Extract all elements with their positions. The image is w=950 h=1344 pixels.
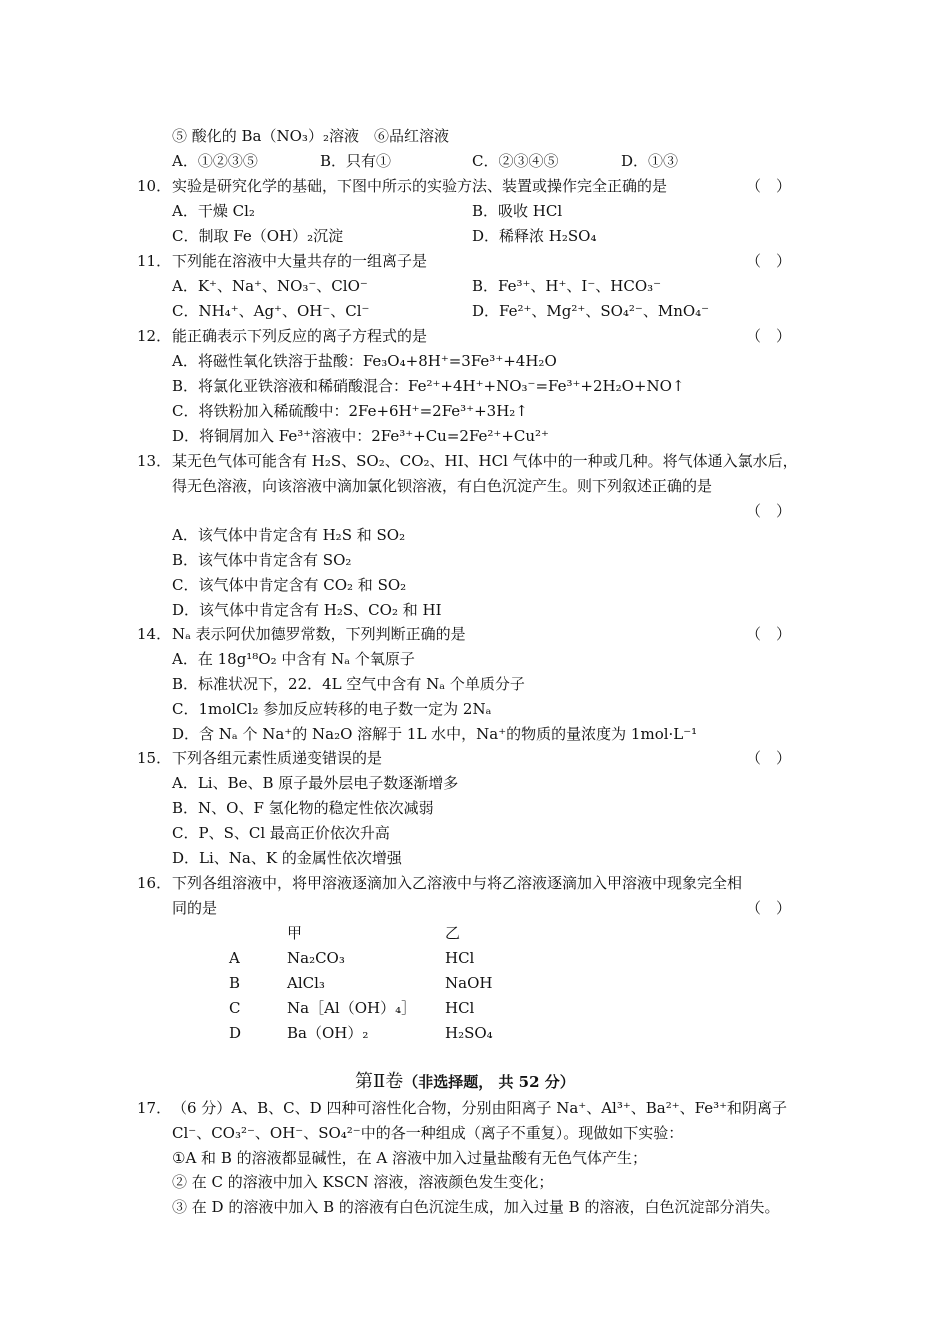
- q13-answer-bracket: （ ）: [746, 502, 792, 520]
- q15-option-d: D．Li、Na、K 的金属性依次增强: [172, 849, 402, 867]
- table-row-label: D: [229, 1024, 242, 1042]
- q9-choice-b: B．只有①: [320, 152, 392, 170]
- q15-option-a: A．Li、Be、B 原子最外层电子数逐渐增多: [172, 774, 459, 792]
- q11-option-c: C．NH₄⁺、Ag⁺、OH⁻、Cl⁻: [172, 302, 370, 320]
- q16-stem-line2: 同的是: [172, 899, 218, 917]
- q15-option-c: C．P、S、Cl 最高正价依次升高: [172, 824, 390, 842]
- q13-option-d: D．该气体中肯定含有 H₂S、CO₂ 和 HI: [172, 601, 442, 619]
- q13-option-b: B．该气体中肯定含有 SO₂: [172, 551, 352, 569]
- q17-line1: （6 分）A、B、C、D 四种可溶性化合物，分别由阳离子 Na⁺、Al³⁺、Ba²⁺、Fe³⁺和阴离子: [172, 1099, 788, 1117]
- table-cell-jia: AlCl₃: [287, 974, 325, 992]
- q12-option-c: C．将铁粉加入稀硫酸中：2Fe+6H⁺=2Fe³⁺+3H₂↑: [172, 402, 528, 420]
- q9-choice-c: C．②③④⑤: [472, 152, 559, 170]
- table-cell-yi: HCl: [445, 999, 475, 1017]
- table-cell-jia: Na₂CO₃: [287, 949, 345, 967]
- q17-line4: ② 在 C 的溶液中加入 KSCN 溶液，溶液颜色发生变化；: [172, 1173, 554, 1191]
- q13-stem: 某无色气体可能含有 H₂S、SO₂、CO₂、HI、HCl 气体中的一种或几种。将气体通入氯水后，: [172, 452, 798, 470]
- q9-choice-d: D．①③: [621, 152, 679, 170]
- q14-option-c: C．1molCl₂ 参加反应转移的电子数一定为 2Nₐ: [172, 700, 492, 718]
- q12-option-a: A．将磁性氧化铁溶于盐酸：Fe₃O₄+8H⁺=3Fe³⁺+4H₂O: [172, 352, 557, 370]
- q14-option-d: D．含 Nₐ 个 Na⁺的 Na₂O 溶解于 1L 水中，Na⁺的物质的量浓度为 1mol·L⁻¹: [172, 725, 698, 743]
- q17-line5: ③ 在 D 的溶液中加入 B 的溶液有白色沉淀生成，加入过量 B 的溶液，白色沉淀部分消失。: [172, 1198, 780, 1216]
- table-cell-yi: H₂SO₄: [445, 1024, 493, 1042]
- q9-option-line: ⑤ 酸化的 Ba（NO₃）₂溶液 ⑥品红溶液: [172, 127, 449, 145]
- table-row-label: A: [229, 949, 240, 967]
- q12-option-b: B．将氯化亚铁溶液和稀硝酸混合：Fe²⁺+4H⁺+NO₃⁻=Fe³⁺+2H₂O+NO↑: [172, 377, 685, 395]
- q10-number: 10．: [137, 177, 172, 195]
- q9-choice-a: A．①②③⑤: [172, 152, 258, 170]
- q12-option-d: D．将铜屑加入 Fe³⁺溶液中：2Fe³⁺+Cu=2Fe²⁺+Cu²⁺: [172, 427, 549, 445]
- q11-stem: 下列能在溶液中大量共存的一组离子是: [172, 252, 428, 270]
- table-row-label: B: [229, 974, 241, 992]
- q11-number: 11．: [137, 252, 172, 270]
- table-cell-yi: NaOH: [445, 974, 493, 992]
- q13-option-a: A．该气体中肯定含有 H₂S 和 SO₂: [172, 526, 406, 544]
- q14-answer-bracket: （ ）: [746, 625, 792, 643]
- q11-option-d: D．Fe²⁺、Mg²⁺、SO₄²⁻、MnO₄⁻: [472, 302, 710, 320]
- q10-option-c: C．制取 Fe（OH）₂沉淀: [172, 227, 344, 245]
- table-cell-jia: Ba（OH）₂: [287, 1024, 369, 1042]
- q11-option-b: B．Fe³⁺、H⁺、I⁻、HCO₃⁻: [472, 277, 662, 295]
- q15-number: 15．: [137, 749, 172, 767]
- q14-number: 14．: [137, 625, 172, 643]
- q17-number: 17．: [137, 1099, 172, 1117]
- q14-option-b: B．标准状况下，22．4L 空气中含有 Nₐ 个单质分子: [172, 675, 525, 693]
- q15-stem: 下列各组元素性质递变错误的是: [172, 749, 383, 767]
- q17-line2: Cl⁻、CO₃²⁻、OH⁻、SO₄²⁻中的各一种组成（离子不重复）。现做如下实验：: [172, 1124, 684, 1142]
- q11-answer-bracket: （ ）: [746, 252, 792, 270]
- q15-answer-bracket: （ ）: [746, 749, 792, 767]
- q10-answer-bracket: （ ）: [746, 177, 792, 195]
- q15-option-b: B．N、O、F 氢化物的稳定性依次减弱: [172, 799, 434, 817]
- q17-line3: ①A 和 B 的溶液都显碱性，在 A 溶液中加入过量盐酸有无色气体产生；: [172, 1149, 647, 1167]
- section-title-sub: （非选择题， 共 52 分）: [403, 1073, 575, 1091]
- table-header-jia: 甲: [287, 924, 303, 942]
- table-row-label: C: [229, 999, 241, 1017]
- q11-option-a: A．K⁺、Na⁺、NO₃⁻、ClO⁻: [172, 277, 368, 295]
- section-title-main: 第Ⅱ卷: [355, 1071, 404, 1092]
- q16-number: 16．: [137, 874, 172, 892]
- q13-option-c: C．该气体中肯定含有 CO₂ 和 SO₂: [172, 576, 407, 594]
- q12-stem: 能正确表示下列反应的离子方程式的是: [172, 327, 428, 345]
- q10-option-b: B．吸收 HCl: [472, 202, 563, 220]
- q10-stem: 实验是研究化学的基础，下图中所示的实验方法、装置或操作完全正确的是: [172, 177, 668, 195]
- q13-number: 13．: [137, 452, 172, 470]
- q10-option-d: D．稀释浓 H₂SO₄: [472, 227, 597, 245]
- q10-option-a: A．干燥 Cl₂: [172, 202, 255, 220]
- table-cell-jia: Na［Al（OH）₄］: [287, 999, 417, 1017]
- q12-answer-bracket: （ ）: [746, 327, 792, 345]
- table-cell-yi: HCl: [445, 949, 475, 967]
- q14-option-a: A．在 18g¹⁸O₂ 中含有 Nₐ 个氧原子: [172, 650, 415, 668]
- q16-answer-bracket: （ ）: [746, 899, 792, 917]
- q12-number: 12．: [137, 327, 172, 345]
- section-title: [355, 1071, 575, 1093]
- q14-stem: Nₐ 表示阿伏加德罗常数，下列判断正确的是: [172, 625, 466, 643]
- table-header-yi: 乙: [445, 924, 461, 942]
- q16-stem: 下列各组溶液中，将甲溶液逐滴加入乙溶液中与将乙溶液逐滴加入甲溶液中现象完全相: [172, 874, 743, 892]
- q13-stem-line2: 得无色溶液，向该溶液中滴加氯化钡溶液，有白色沉淀产生。则下列叙述正确的是: [172, 477, 713, 495]
